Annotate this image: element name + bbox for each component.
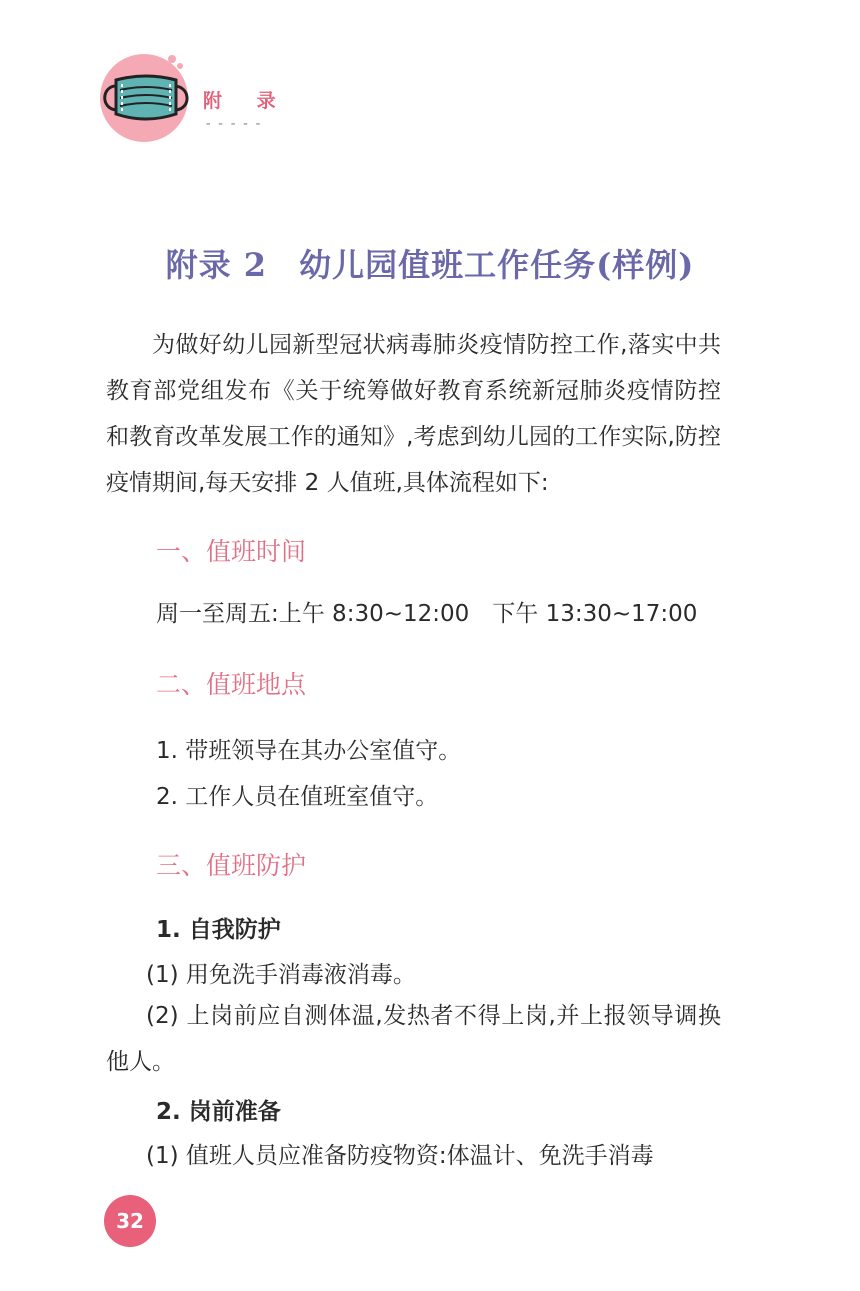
title-main: 幼儿园值班工作任务(样例) [299,246,695,284]
subheading-self-protection: 1. 自我防护 [156,917,281,943]
location-item: 2. 工作人员在值班室值守。 [156,784,439,810]
protection-item: (1) 用免洗手消毒液消毒。 [146,962,416,988]
intro-paragraph: 为做好幼儿园新型冠状病毒肺炎疫情防控工作,落实中共教育部党组发布《关于统筹做好教育系统新冠肺炎疫情防控和教育改革发展工作的通知》,考虑到幼儿园的工作实际,防控疫情期间,每天安排 2 人值班,具体流程如下: [106,332,721,496]
section-heading-location: 二、值班地点 [156,670,307,699]
protection-item: (2) 上岗前应自测体温,发热者不得上岗,并上报领导调换他人。 [106,1003,721,1075]
location-item: 1. 带班领导在其办公室值守。 [156,738,462,764]
page-number: 32 [104,1195,156,1247]
subheading-preparation: 2. 岗前准备 [156,1099,281,1125]
section-heading-time: 一、值班时间 [156,537,307,566]
page-title [0,240,860,286]
section-heading-protection: 三、值班防护 [156,851,307,880]
title-prefix: 附录 2 [165,246,268,284]
duty-hours: 周一至周五:上午 8:30~12:00 下午 13:30~17:00 [156,601,698,627]
header-dash: ----- [204,116,267,132]
preparation-item: (1) 值班人员应准备防疫物资:体温计、免洗手消毒 [146,1143,654,1169]
header-label: 附 录 [203,90,290,112]
